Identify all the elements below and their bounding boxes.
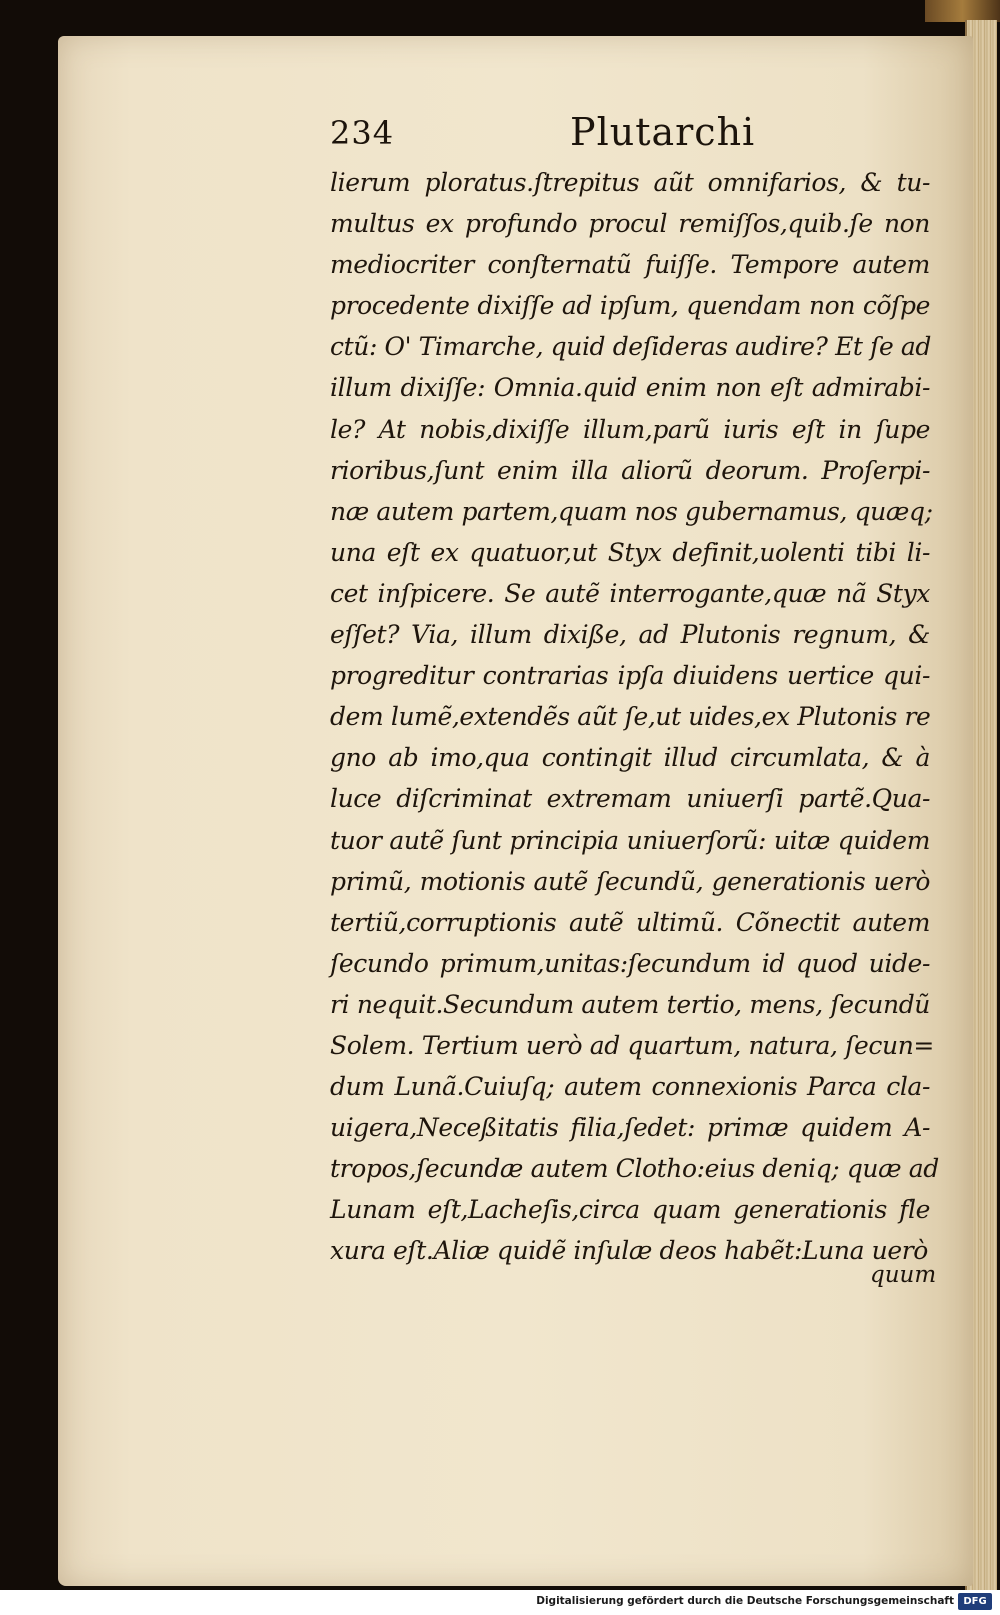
text-line: eſſet? Via, illum dixiße, ad Plutonis regnum, & <box>330 620 930 650</box>
text-line: uigera,Neceßitatis filia,ſedet: primæ quidem A- <box>330 1113 930 1143</box>
text-line: illum dixiſſe: Omnia.quid enim non eſt admirabi- <box>330 373 930 403</box>
binding-top <box>925 0 1000 22</box>
running-head: Plutarchi <box>570 110 756 154</box>
text-line: ſecundo primum,unitas:ſecundum id quod uide- <box>330 948 930 978</box>
footer-bar <box>0 1590 1000 1615</box>
footer-credit: Digitalisierung gefördert durch die Deutsche Forschungsgemeinschaft <box>536 1595 954 1607</box>
text-line: ctũ: O' Timarche, quid deſideras audire? Et ſe ad <box>330 332 932 362</box>
text-line: lierum ploratus.ſtrepitus aũt omnifarios, & tu- <box>330 168 930 197</box>
text-line: dem lumẽ,extendẽs aũt ſe,ut uides,ex Plutonis re <box>330 702 931 732</box>
text-line: tuor autẽ ſunt principia uniuerſorũ: uitæ quidem <box>330 825 930 855</box>
page-header <box>330 110 930 160</box>
text-line: ri nequit.Secundum autem tertio, mens, ſecundũ <box>330 989 930 1019</box>
text-line: progreditur contrarias ipſa diuidens uertice qui- <box>330 661 930 691</box>
text-line: mediocriter conſternatũ fuiſſe. Tempore autem <box>330 250 930 280</box>
catchword: quum <box>870 1262 937 1288</box>
text-line: rioribus,ſunt enim illa aliorũ deorum. Proſerpi- <box>330 455 930 485</box>
text-line: næ autem partem,quam nos gubernamus, quæq; <box>330 496 933 526</box>
text-line: tertiũ,corruptionis autẽ ultimũ. Cõnectit autem <box>330 907 930 937</box>
text-line: multus ex profundo procul remiſſos,quib.ſe non <box>330 209 930 239</box>
text-line: gno ab imo,qua contingit illud circumlata, & à <box>330 743 930 773</box>
text-line: primũ, motionis autẽ ſecundũ, generationis uerò <box>330 866 930 896</box>
page-number: 234 <box>330 114 395 152</box>
text-line: xura eſt.Aliæ quidẽ inſulæ deos habẽt:Luna uerò <box>330 1236 928 1266</box>
text-line: cet inſpicere. Se autẽ interrogante,quæ nã Styx <box>330 578 930 608</box>
text-line: procedente dixiſſe ad ipſum, quendam non cõſpe <box>330 291 930 321</box>
text-line: luce diſcriminat extremam uniuerſi partẽ.Qua- <box>330 784 930 814</box>
text-line: Solem. Tertium uerò ad quartum, natura, ſecun= <box>330 1030 934 1060</box>
text-line: le? At nobis,dixiſſe illum,parũ iuris eſt in ſupe <box>330 414 930 444</box>
dfg-logo: DFG <box>958 1593 992 1610</box>
text-line: una eſt ex quatuor,ut Styx definit,uolenti tibi li- <box>330 537 930 567</box>
text-line: Lunam eſt,Lacheſis,circa quam generationis fle <box>330 1195 930 1225</box>
body-text <box>330 162 939 1272</box>
text-line: dum Lunã.Cuiuſq; autem connexionis Parca cla- <box>330 1072 930 1102</box>
text-line: tropos,ſecundæ autem Clotho:eius deniq; quæ ad <box>330 1154 939 1184</box>
